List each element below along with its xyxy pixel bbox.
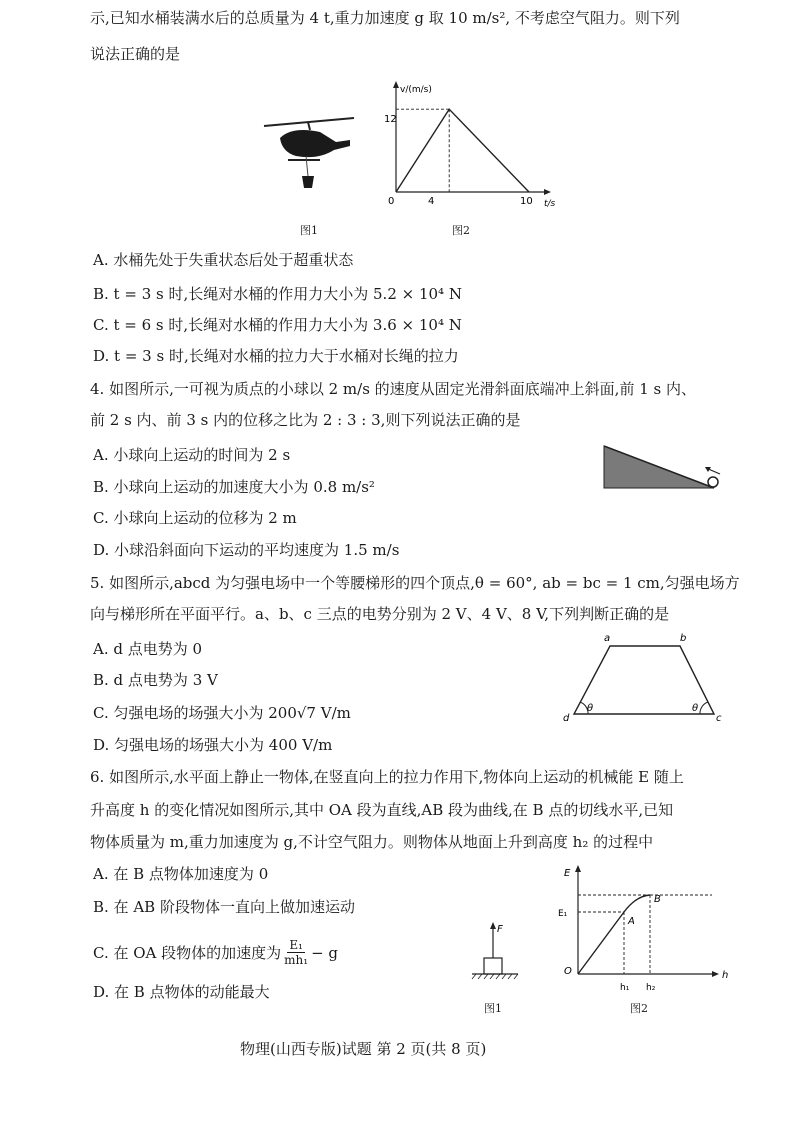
- q4-option-c: C. 小球向上运动的位移为 2 m: [93, 509, 297, 527]
- q5-option-b: B. d 点电势为 3 V: [93, 671, 218, 689]
- theta-d: θ: [587, 703, 594, 714]
- q4-stem-1: 4. 如图所示,一可视为质点的小球以 2 m/s 的速度从固定光滑斜面底端冲上斜面,前 1 s 内、: [90, 380, 696, 398]
- e-axis-label: E: [564, 868, 571, 879]
- q6-option-d: D. 在 B 点物体的动能最大: [93, 983, 270, 1001]
- intro-line-1: 示,已知水桶装满水后的总质量为 4 t,重力加速度 g 取 10 m/s², 不考虑空气阻力。则下列: [90, 9, 680, 27]
- q6-stem-2: 升高度 h 的变化情况如图所示,其中 OA 段为直线,AB 段为曲线,在 B 点的切线水平,已知: [90, 801, 674, 819]
- trapezoid-figure: [556, 630, 728, 726]
- q6-option-c: [93, 938, 338, 967]
- q5-option-a: A. d 点电势为 0: [93, 640, 203, 658]
- e-axis-arrow: [575, 865, 581, 872]
- q5-stem-2: 向与梯形所在平面平行。a、b、c 三点的电势分别为 2 V、4 V、8 V,下列判断正确的是: [90, 605, 670, 623]
- fraction-numerator: E₁: [289, 938, 303, 952]
- e-h-curve: [578, 895, 650, 974]
- q6-stem-3: 物体质量为 m,重力加速度为 g,不计空气阻力。则物体从地面上升到高度 h₂ 的过程中: [90, 833, 654, 851]
- vertex-b: b: [680, 633, 687, 644]
- fraction: [284, 938, 308, 967]
- h-axis-arrow: [712, 971, 719, 977]
- velocity-line: [396, 109, 529, 192]
- ground-hatch: [472, 974, 518, 979]
- block: [484, 958, 502, 974]
- q6-fig2-caption: 图2: [630, 1002, 648, 1015]
- q5-stem-1: 5. 如图所示,abcd 为匀强电场中一个等腰梯形的四个顶点,θ = 60°, ab = bc = 1 cm,匀强电场方: [90, 574, 740, 592]
- block-force-figure: [468, 916, 528, 988]
- incline-figure: [602, 440, 732, 492]
- q5-option-c: C. 匀强电场的场强大小为 200√7 V/m: [93, 704, 351, 722]
- h-axis-label: h: [722, 970, 729, 981]
- helicopter-icon: [262, 112, 358, 208]
- vertex-c: c: [716, 713, 722, 724]
- q3-option-d: D. t = 3 s 时,长绳对水桶的拉力大于水桶对长绳的拉力: [93, 347, 459, 365]
- q3-option-c: C. t = 6 s 时,长绳对水桶的作用力大小为 3.6 × 10⁴ N: [93, 316, 462, 334]
- point-a-label: A: [628, 916, 635, 927]
- q6-stem-1: 6. 如图所示,水平面上静止一物体,在竖直向上的拉力作用下,物体向上运动的机械能 E 随上: [90, 768, 684, 786]
- y-axis-arrow: [393, 81, 399, 88]
- y-tick-12: 12: [384, 114, 397, 125]
- force-label: F: [497, 924, 503, 935]
- q3-vt-graph: [384, 80, 564, 212]
- q4-option-a: A. 小球向上运动的时间为 2 s: [93, 446, 291, 464]
- q6-option-c-prefix: C. 在 OA 段物体的加速度为: [93, 943, 282, 962]
- vertex-d: d: [563, 713, 570, 724]
- q4-option-b: B. 小球向上运动的加速度大小为 0.8 m/s²: [93, 478, 375, 496]
- q3-fig1-caption: 图1: [300, 224, 318, 237]
- q6-eh-graph: [558, 862, 734, 994]
- x-axis-arrow: [544, 189, 551, 195]
- x-tick-10: 10: [520, 196, 533, 207]
- point-b-label: B: [654, 894, 661, 905]
- q4-option-d: D. 小球沿斜面向下运动的平均速度为 1.5 m/s: [93, 541, 400, 559]
- x-axis-label: t/s: [544, 199, 556, 209]
- q3-option-b: B. t = 3 s 时,长绳对水桶的作用力大小为 5.2 × 10⁴ N: [93, 285, 462, 303]
- x-tick-4: 4: [428, 196, 435, 207]
- theta-c: θ: [692, 703, 699, 714]
- ball: [708, 477, 718, 487]
- q6-option-c-suffix: − g: [311, 943, 339, 962]
- h2-label: h₂: [646, 983, 656, 993]
- helicopter-figure: [262, 112, 358, 208]
- q6-fig1-caption: 图1: [484, 1002, 502, 1015]
- fraction-denominator: mh₁: [284, 953, 309, 967]
- page-footer: 物理(山西专版)试题 第 2 页(共 8 页): [240, 1040, 487, 1058]
- q6-option-a: A. 在 B 点物体加速度为 0: [93, 865, 269, 883]
- q4-stem-2: 前 2 s 内、前 3 s 内的位移之比为 2 : 3 : 3,则下列说法正确的是: [90, 411, 521, 429]
- q5-option-d: D. 匀强电场的场强大小为 400 V/m: [93, 736, 333, 754]
- h1-label: h₁: [620, 983, 630, 993]
- q3-option-a: A. 水桶先处于失重状态后处于超重状态: [93, 251, 354, 269]
- origin-label: O: [564, 966, 572, 977]
- intro-line-2: 说法正确的是: [90, 45, 181, 63]
- angle-arc-c: [700, 702, 708, 714]
- vertex-a: a: [604, 633, 611, 644]
- force-arrowhead: [490, 922, 496, 929]
- x-tick-0: 0: [388, 196, 395, 207]
- q6-option-b: B. 在 AB 阶段物体一直向上做加速运动: [93, 898, 355, 916]
- y-axis-label: v/(m/s): [400, 85, 432, 95]
- e1-label: E₁: [558, 909, 568, 919]
- q3-fig2-caption: 图2: [452, 224, 470, 237]
